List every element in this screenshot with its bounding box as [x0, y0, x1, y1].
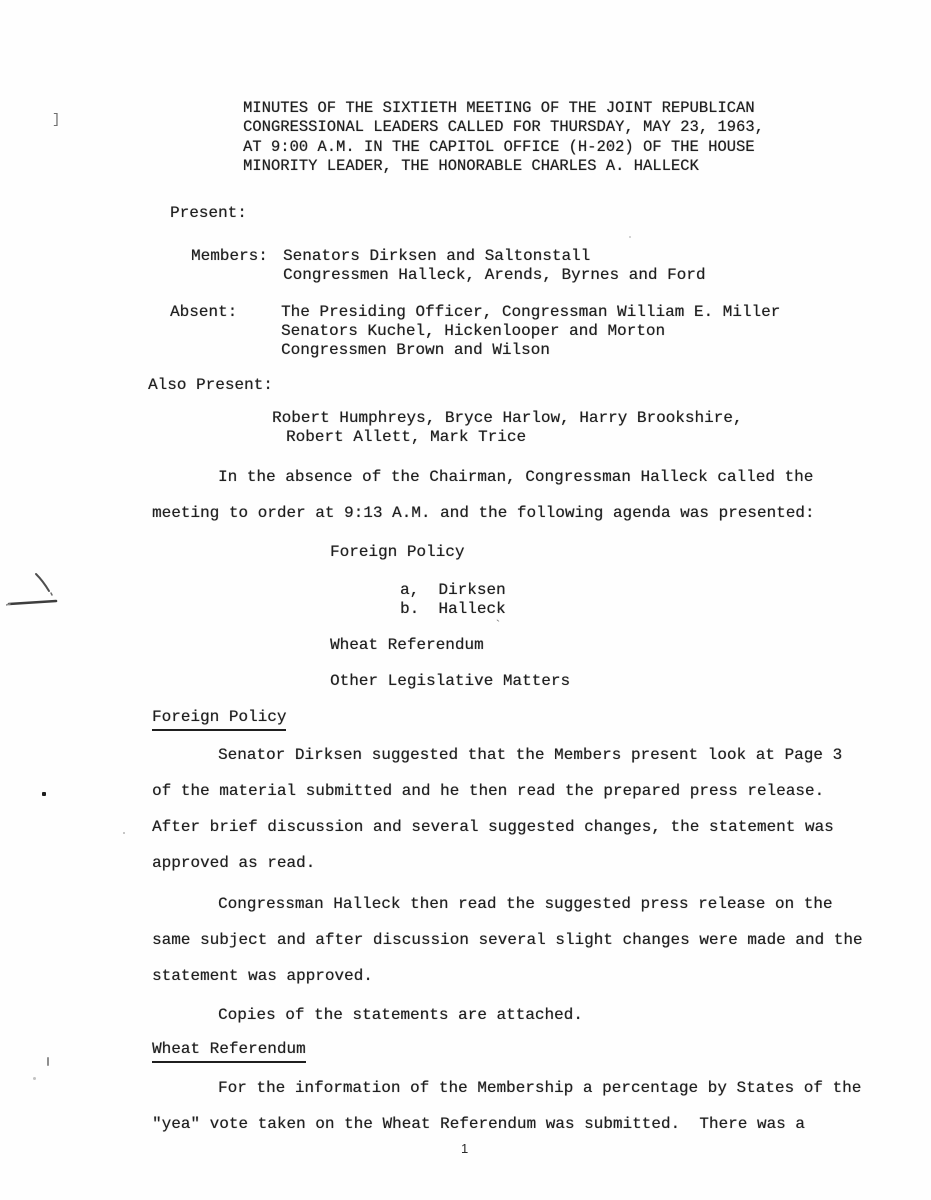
- absent-line-1: The Presiding Officer, Congressman William E. Miller: [281, 303, 781, 321]
- page-number: 1: [461, 1141, 469, 1156]
- agenda-item-foreign-policy: Foreign Policy: [330, 543, 465, 561]
- agenda-item-other-legislative-matters: Other Legislative Matters: [330, 672, 571, 690]
- pencil-check-mark: [6, 566, 72, 614]
- absent-line-2: Senators Kuchel, Hickenlooper and Morton: [281, 322, 666, 340]
- also-present-label: Also Present:: [148, 376, 273, 394]
- wr-para1-line-1: For the information of the Membership a percentage by States of the: [218, 1079, 862, 1097]
- fp-para2-line-3: statement was approved.: [152, 967, 373, 985]
- title-line-1: MINUTES OF THE SIXTIETH MEETING OF THE JOINT REPUBLICAN: [243, 99, 755, 117]
- scan-speck-dot: [123, 832, 125, 834]
- title-line-3: AT 9:00 A.M. IN THE CAPITOL OFFICE (H-202) OF THE HOUSE: [243, 137, 755, 156]
- fp-para3-line-1: Copies of the statements are attached.: [218, 1006, 583, 1024]
- scan-speck-dot: [42, 792, 46, 796]
- also-present-line-1: Robert Humphreys, Bryce Harlow, Harry Brookshire,: [272, 409, 743, 427]
- title-line-4: MINORITY LEADER, THE HONORABLE CHARLES A. HALLECK: [243, 156, 699, 175]
- fp-para1-line-3: After brief discussion and several suggested changes, the statement was: [152, 818, 834, 836]
- fp-para2-line-1: Congressman Halleck then read the suggested press release on the: [218, 895, 833, 913]
- also-present-line-2: Robert Allett, Mark Trice: [286, 428, 527, 446]
- fp-para2-line-2: same subject and after discussion several slight changes were made and the: [152, 931, 863, 949]
- scan-speck-dot: [629, 236, 631, 238]
- opening-line-2: meeting to order at 9:13 A.M. and the following agenda was presented:: [152, 504, 815, 522]
- members-line-2: Congressmen Halleck, Arends, Byrnes and Ford: [283, 266, 706, 284]
- scan-tick-mark: [47, 1057, 49, 1066]
- members-line-1: Senators Dirksen and Saltonstall: [283, 247, 591, 265]
- fp-para1-line-1: Senator Dirksen suggested that the Members present look at Page 3: [218, 746, 843, 764]
- present-label: Present:: [170, 204, 247, 222]
- agenda-item-wheat-referendum: Wheat Referendum: [330, 636, 484, 654]
- wr-para1-line-2: "yea" vote taken on the Wheat Referendum was submitted. There was a: [152, 1115, 805, 1133]
- scan-speck-dot: [33, 1077, 36, 1080]
- fp-para1-line-2: of the material submitted and he then read the prepared press release.: [152, 782, 825, 800]
- opening-line-1: In the absence of the Chairman, Congressman Halleck called the: [218, 468, 814, 486]
- agenda-sub-dirksen: a, Dirksen: [400, 581, 506, 599]
- absent-label: Absent:: [170, 303, 238, 321]
- margin-bracket-mark: ]: [52, 112, 61, 128]
- section-heading-wheat-referendum: Wheat Referendum: [152, 1040, 306, 1063]
- absent-line-3: Congressmen Brown and Wilson: [281, 341, 550, 359]
- title-block: [243, 99, 764, 176]
- stray-grave-mark: `: [494, 618, 502, 633]
- members-label: Members:: [191, 247, 268, 265]
- title-line-2: CONGRESSIONAL LEADERS CALLED FOR THURSDAY, MAY 23, 1963,: [243, 118, 764, 137]
- section-heading-foreign-policy: Foreign Policy: [152, 708, 286, 731]
- fp-para1-line-4: approved as read.: [152, 854, 316, 872]
- agenda-sub-halleck: b. Halleck: [400, 600, 506, 618]
